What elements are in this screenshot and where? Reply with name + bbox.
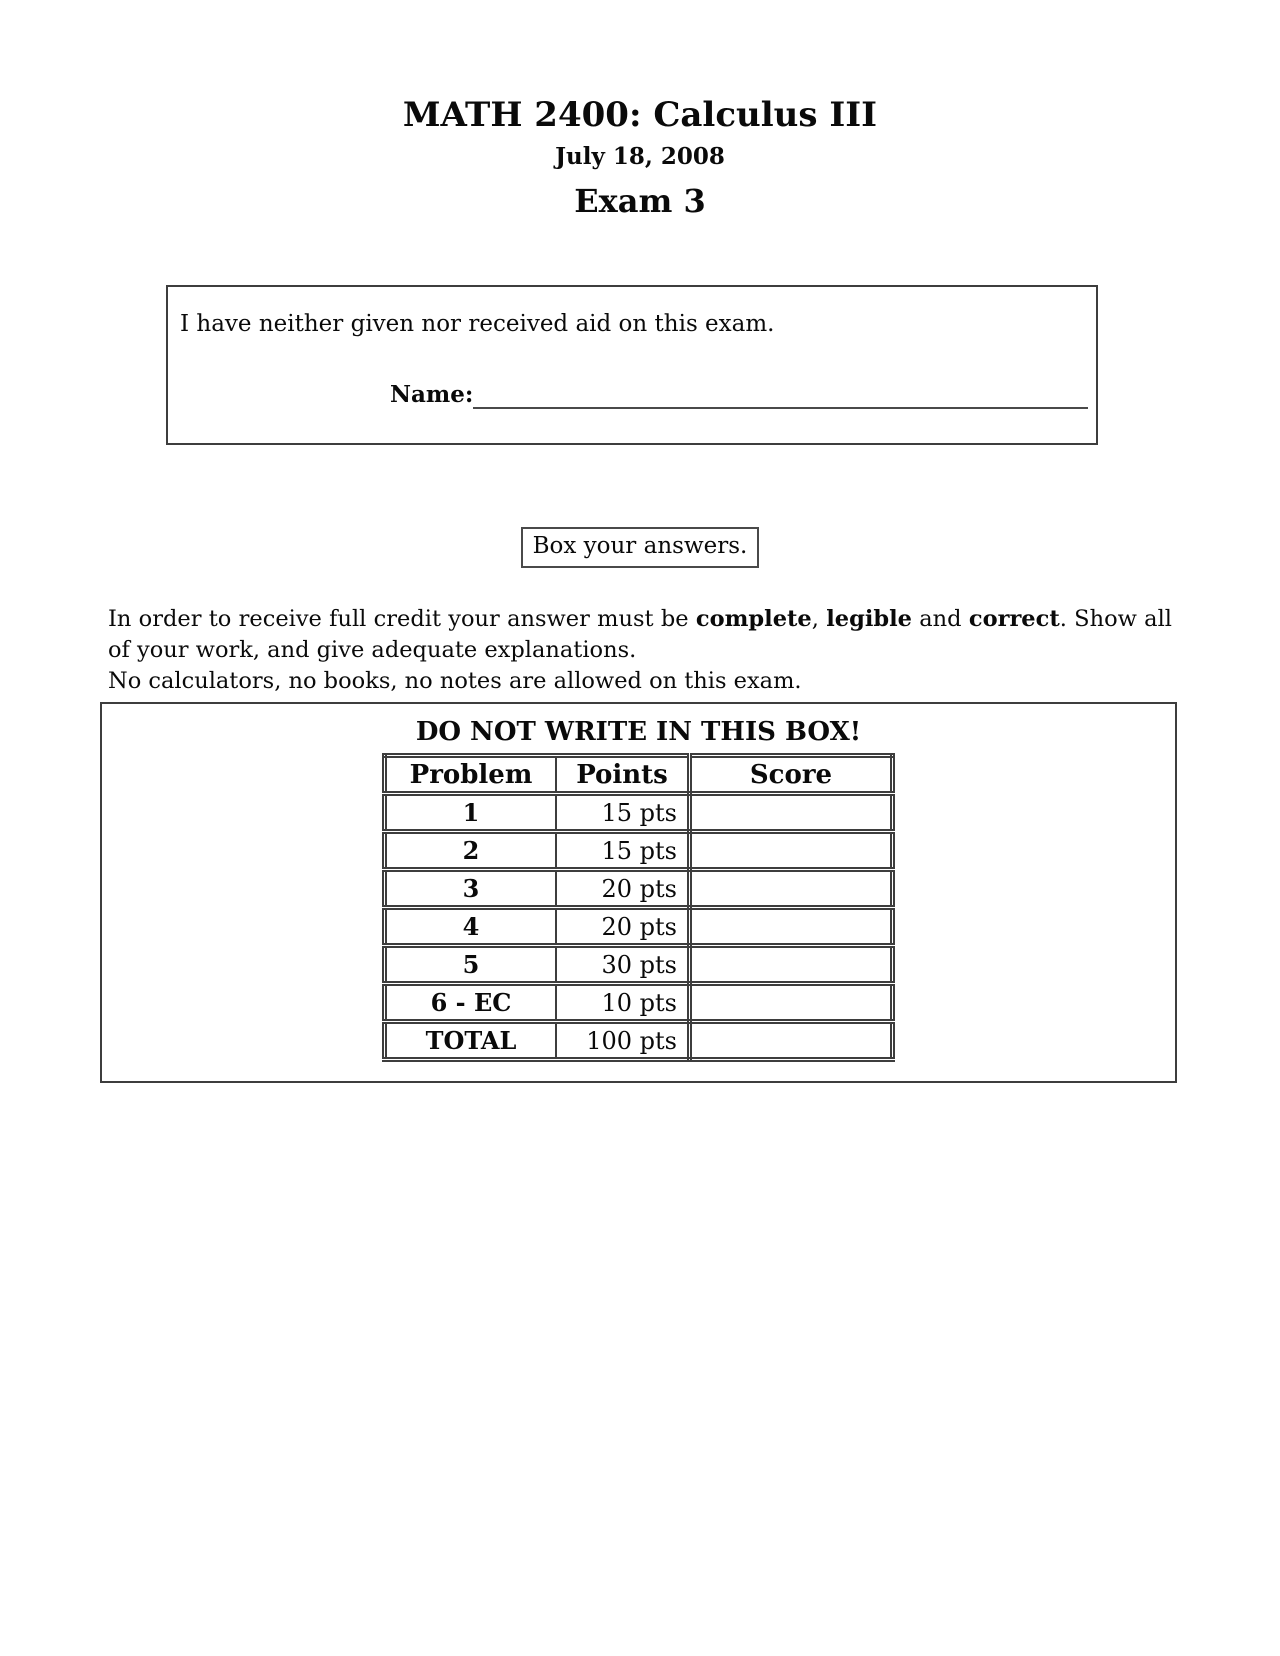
score-cell (690, 832, 893, 870)
score-cell (690, 984, 893, 1022)
score-table-header-row (385, 756, 893, 794)
score-row (385, 908, 893, 946)
score-table (382, 753, 895, 1062)
points-cell: 100 pts (556, 1022, 690, 1060)
credit-paragraph (108, 604, 1172, 666)
problem-cell: 2 (385, 832, 557, 870)
problem-cell: 1 (385, 794, 557, 832)
no-aids-paragraph: No calculators, no books, no notes are allowed on this exam. (108, 667, 802, 694)
course-title: MATH 2400: Calculus III (402, 95, 878, 135)
score-cell (690, 870, 893, 908)
score-cell (690, 794, 893, 832)
points-cell: 20 pts (556, 870, 690, 908)
score-row (385, 870, 893, 908)
score-box-heading: DO NOT WRITE IN THIS BOX! (415, 717, 862, 747)
points-cell: 30 pts (556, 946, 690, 984)
score-cell (690, 1022, 893, 1060)
box-your-answers-note: Box your answers. (521, 527, 760, 568)
score-row (385, 946, 893, 984)
exam-title: Exam 3 (574, 182, 706, 221)
score-cell (690, 908, 893, 946)
header-points: Points (556, 756, 690, 794)
header-problem: Problem (385, 756, 557, 794)
credit-text-1: In order to receive full credit your answer must be (108, 605, 696, 632)
honor-statement: I have neither given nor received aid on this exam. (180, 311, 775, 337)
score-row (385, 794, 893, 832)
score-cell (690, 946, 893, 984)
score-box (100, 702, 1177, 1083)
credit-bold-correct: correct (968, 605, 1060, 632)
problem-cell: TOTAL (385, 1022, 557, 1060)
boxed-note-wrap (108, 527, 1172, 568)
points-cell: 15 pts (556, 794, 690, 832)
credit-text-4: . Show all of your work, and give adequate explanations. (108, 605, 1172, 663)
points-cell: 10 pts (556, 984, 690, 1022)
problem-cell: 4 (385, 908, 557, 946)
credit-text-3: and (911, 605, 969, 632)
points-cell: 20 pts (556, 908, 690, 946)
problem-cell: 6 - EC (385, 984, 557, 1022)
header-score: Score (690, 756, 893, 794)
credit-bold-legible: legible (826, 605, 912, 632)
name-label: Name: (390, 381, 474, 408)
exam-date: July 18, 2008 (555, 143, 725, 171)
score-row (385, 1022, 893, 1060)
score-row (385, 832, 893, 870)
problem-cell: 3 (385, 870, 557, 908)
score-row (385, 984, 893, 1022)
problem-cell: 5 (385, 946, 557, 984)
credit-bold-complete: complete (695, 605, 812, 632)
credit-text-2: , (811, 605, 827, 632)
points-cell: 15 pts (556, 832, 690, 870)
